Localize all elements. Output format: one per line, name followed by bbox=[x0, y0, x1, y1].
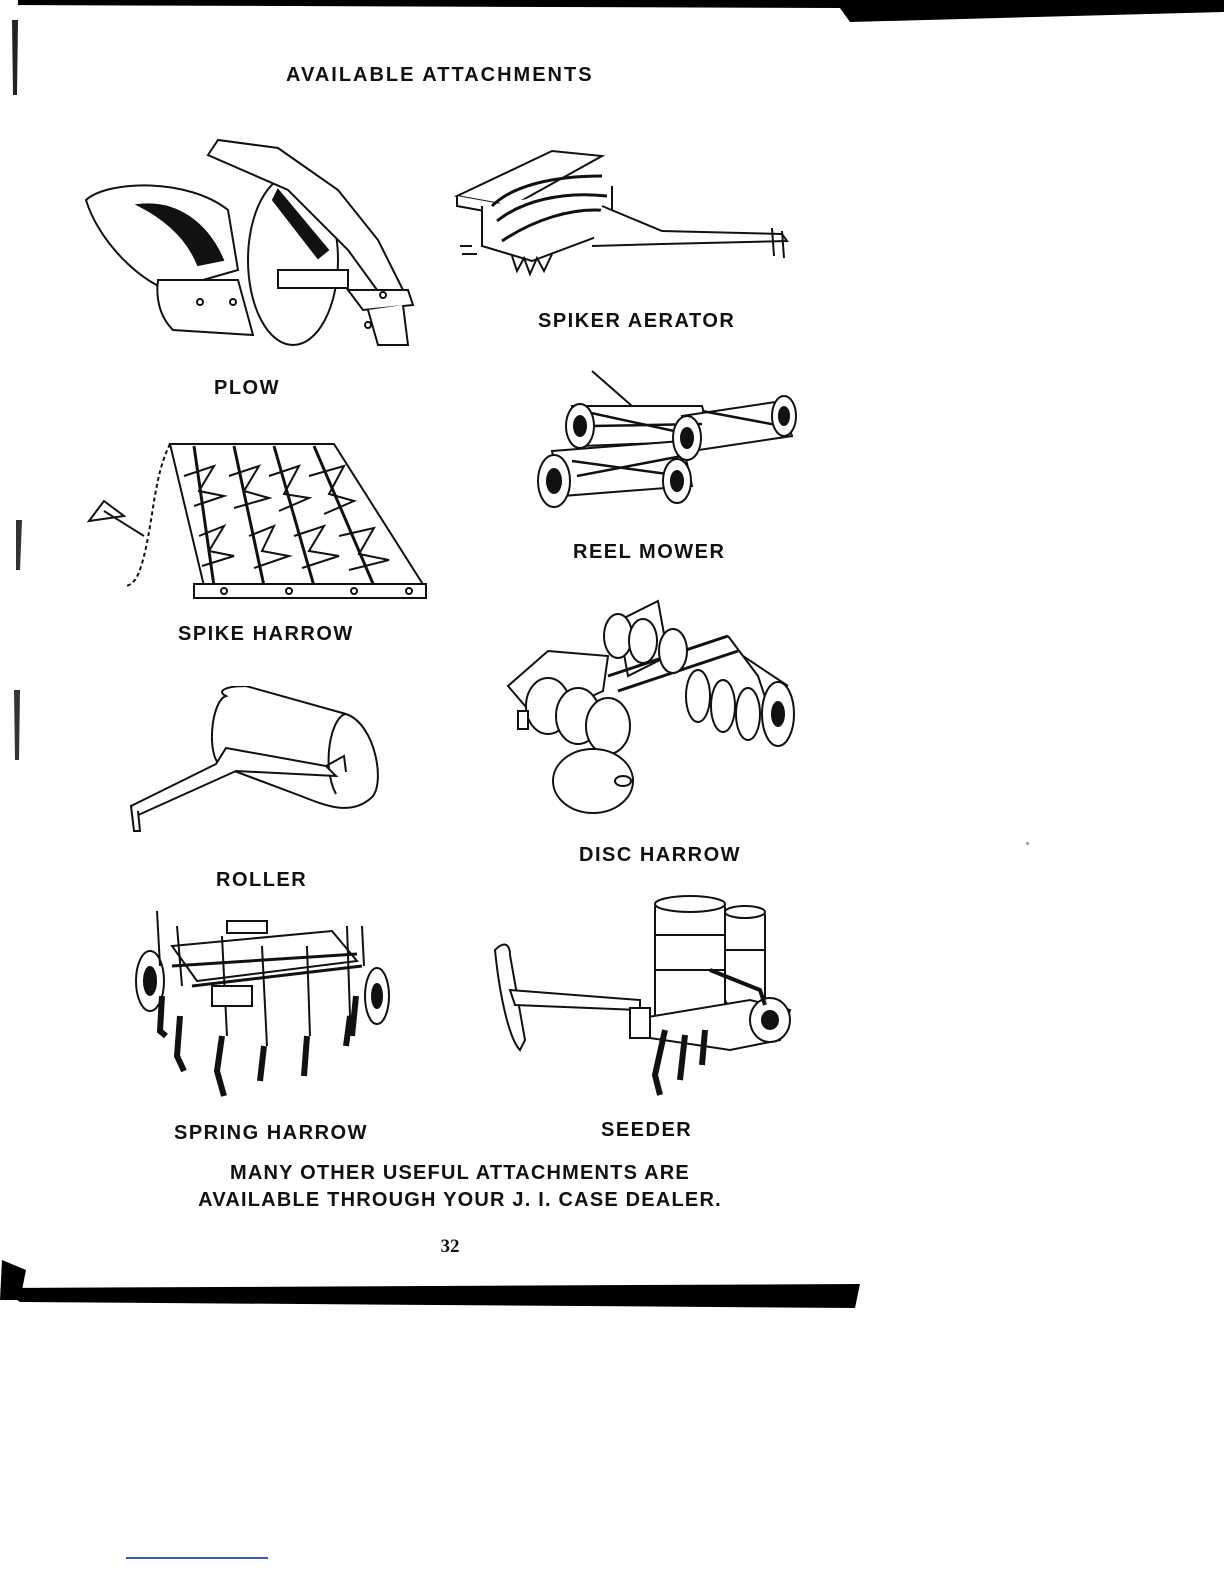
scan-border-top bbox=[0, 0, 1224, 22]
dealer-note bbox=[150, 1160, 770, 1214]
attachment-label-seeder: SEEDER bbox=[601, 1119, 693, 1141]
dealer-note-line-2: AVAILABLE THROUGH YOUR J. I. CASE DEALER. bbox=[198, 1189, 722, 1211]
attachment-label-plow: PLOW bbox=[214, 377, 280, 399]
attachment-label-spike-harrow: SPIKE HARROW bbox=[178, 623, 354, 645]
disc-harrow-icon bbox=[498, 596, 804, 828]
scan-border-left bbox=[0, 0, 26, 1300]
attachment-label-spiker-aerator: SPIKER AERATOR bbox=[538, 310, 736, 332]
dealer-note-line-1: MANY OTHER USEFUL ATTACHMENTS ARE bbox=[230, 1162, 690, 1184]
spike-harrow-icon bbox=[84, 436, 430, 606]
attachment-label-disc-harrow: DISC HARROW bbox=[579, 844, 742, 866]
attachment-label-spring-harrow: SPRING HARROW bbox=[174, 1122, 368, 1144]
scan-border-bottom bbox=[0, 1278, 870, 1312]
page-number: 32 bbox=[440, 1236, 460, 1257]
spiker-aerator-icon bbox=[452, 146, 802, 286]
seeder-icon bbox=[490, 890, 800, 1100]
roller-icon bbox=[126, 686, 390, 836]
speck bbox=[1026, 842, 1029, 845]
attachment-label-reel-mower: REEL MOWER bbox=[573, 541, 726, 563]
link-underline bbox=[126, 1557, 268, 1559]
page-title: AVAILABLE ATTACHMENTS bbox=[286, 64, 594, 86]
plow-icon bbox=[78, 130, 418, 350]
reel-mower-icon bbox=[522, 366, 804, 526]
attachment-label-roller: ROLLER bbox=[216, 869, 308, 891]
spring-harrow-icon bbox=[132, 906, 392, 1106]
